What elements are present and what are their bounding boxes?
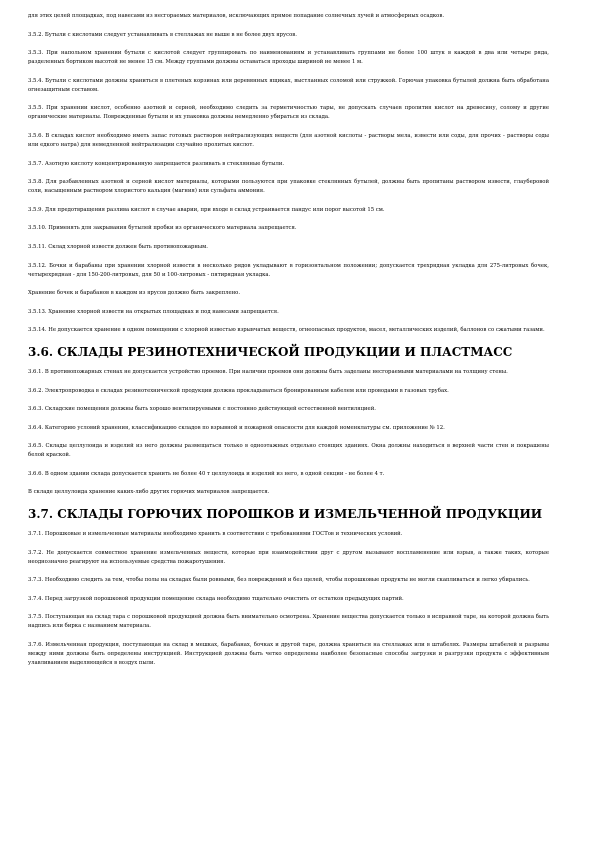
paragraph: 3.5.11. Склад хлорной извести должен быть противопожарным. bbox=[28, 243, 208, 250]
section-heading: 3.6. СКЛАДЫ РЕЗИНОТЕХНИЧЕСКОЙ ПРОДУКЦИИ И ПЛАСТМАСС bbox=[28, 344, 513, 359]
paragraph: 3.5.9. Для предотвращения разлива кислот в случае аварии, при входе в склад устраивается пандус или порог высотой 15 см. bbox=[28, 206, 385, 213]
paragraph: 3.7.1. Порошковые и измельченные материалы необходимо хранить в соответствии с требованиями ГОСТов и технических условий. bbox=[28, 531, 403, 538]
paragraph: 3.5.13. Хранение хлорной извести на открытых площадках и под навесами запрещается. bbox=[28, 308, 279, 315]
paragraph: 3.6.4. Категорию условий хранения, классификацию складов по взрывной и пожарной опасности для каждой номенклатуры см. приложение № 12. bbox=[28, 424, 445, 431]
paragraph: 3.5.3. При напольном хранении бутыли с кислотой следует группировать по наименованиям и устанавливать группами не более 100 штук в каждой в два или четыре ряда, разделенных бортиком высотой не менее 15 см. Между группами должны оставаться проходы шириной не менее 1 м. bbox=[28, 50, 549, 66]
paragraph: для этих целей площадках, под навесами из несгораемых материалов, исключающих прямое попадание солнечных лучей и атмосферных осадков. bbox=[28, 13, 445, 19]
paragraph: В складе целлулоида хранение каких-либо других горючих материалов запрещается. bbox=[28, 489, 270, 496]
paragraph: 3.7.2. Не допускается совместное хранение измельченных веществ, которые при взаимодействии друг с другом вызывают воспламенение или взрыв, а также таких, которые неоднозначно реагируют на используемые средства пожаротушения. bbox=[28, 549, 549, 565]
section-heading: 3.7. СКЛАДЫ ГОРЮЧИХ ПОРОШКОВ И ИЗМЕЛЬЧЕННОЙ ПРОДУКЦИИ bbox=[28, 507, 543, 522]
paragraph: 3.6.2. Электропроводка в складах резинотехнической продукции должна прокладываться бронированным кабелем или проводами в газовых трубах. bbox=[28, 387, 449, 394]
paragraph: Хранение бочек и барабанов в каждом из ярусов должно быть закреплено. bbox=[28, 290, 241, 297]
paragraph: 3.6.5. Склады целлулоида и изделий из него должны размещаться только в одноэтажных отдельно стоящих зданиях. Окна должны находиться в верхней части стен и покрашены белой краской. bbox=[28, 443, 549, 459]
paragraph: 3.7.5. Поступающая на склад тара с порошковой продукцией должна быть внимательно осмотрена. Хранение вещества допускается только в исправной таре, на которой должна быть надпись или бирка с названием материала. bbox=[28, 614, 549, 630]
paragraph: 3.7.4. Перед загрузкой порошковой продукции помещение склада необходимо тщательно очистить от остатков предыдущих партий. bbox=[28, 595, 404, 602]
paragraph: 3.5.4. Бутыли с кислотами должны храниться в плетеных корзинах или деревянных ящиках, выстланных соломой или стружкой. Горючая упаковка бутылей должна быть обработана огнезащитным составом. bbox=[28, 77, 549, 93]
paragraph: 3.5.12. Бочки и барабаны при хранении хлорной извести в несколько рядов укладывают в горизонтальном положении; допускается трехрядная укладка для 275-литровых бочек, четырехрядная - для 150-200-литровых, для 50 и 100-литровых - пятирядная укладка. bbox=[28, 262, 549, 278]
paragraph: 3.5.5. При хранении кислот, особенно азотной и серной, необходимо следить за герметичностью тары, не допускать случаев пролития кислот на древесину, солому и другие органические материалы. Поврежденные бутыли и их упаковка должны немедленно убираться из склада. bbox=[28, 105, 549, 121]
paragraph: 3.5.10. Применять для закрывания бутылей пробки из органического материала запрещается. bbox=[28, 225, 297, 232]
paragraph: 3.6.6. В одном здании склада допускается хранить не более 40 т целлулоида и изделий из него, в одной секции - не более 4 т. bbox=[28, 470, 385, 477]
paragraph: 3.5.14. Не допускается хранение в одном помещении с хлорной известью взрывчатых веществ, огнеопасных продуктов, масел, металлических изделий, баллонов со сжатыми газами. bbox=[28, 327, 545, 334]
paragraph: 3.5.2. Бутыли с кислотами следует устанавливать в стеллажах не выше в не более двух ярусов. bbox=[28, 31, 297, 38]
paragraph: 3.5.7. Азотную кислоту концентрированную запрещается разливать в стеклянные бутыли. bbox=[28, 160, 285, 167]
paragraph: 3.7.6. Измельченная продукция, поступающая на склад в мешках, барабанах, бочках и другой таре, должна храниться на стеллажах или в штабелях. Размеры штабелей и разрывы между ними должны быть определены инструкцией. Инструкцией должны быть четко определены наиболее безопасные способы загрузки и разгрузки продукта с эффективным улавливанием выделяющейся в воздух пыли. bbox=[28, 642, 549, 667]
paragraph: 3.5.8. Для разбавленных азотной и серной кислот материалы, которыми пользуются при упаковке стеклянных бутылей, должны быть пропитаны раствором извести, глауберовой соли, насыщенным раствором хлористого кальция (магния) или сульфата аммония. bbox=[28, 179, 549, 195]
paragraph: 3.6.1. В противопожарных стенах не допускается устройство проемов. При наличии проемов они должны быть заделаны несгораемыми материалами на толщину стены. bbox=[28, 368, 508, 375]
paragraph: 3.7.3. Необходимо следить за тем, чтобы полы на складах были ровными, без повреждений и без щелей, чтобы порошковые продукты не могли скапливаться и легко убирались. bbox=[28, 577, 530, 584]
paragraph: 3.6.3. Складские помещения должны быть хорошо вентилируемыми с постоянно действующей естественной вентиляцией. bbox=[28, 406, 376, 413]
paragraph: 3.5.6. В складах кислот необходимо иметь запас готовых растворов нейтрализующих веществ (для азотной кислоты - растворы мела, извести или соды, для прочих - растворы соды или едкого натра) для немедленной нейтрализации случайно пролитых кислот. bbox=[28, 132, 549, 148]
